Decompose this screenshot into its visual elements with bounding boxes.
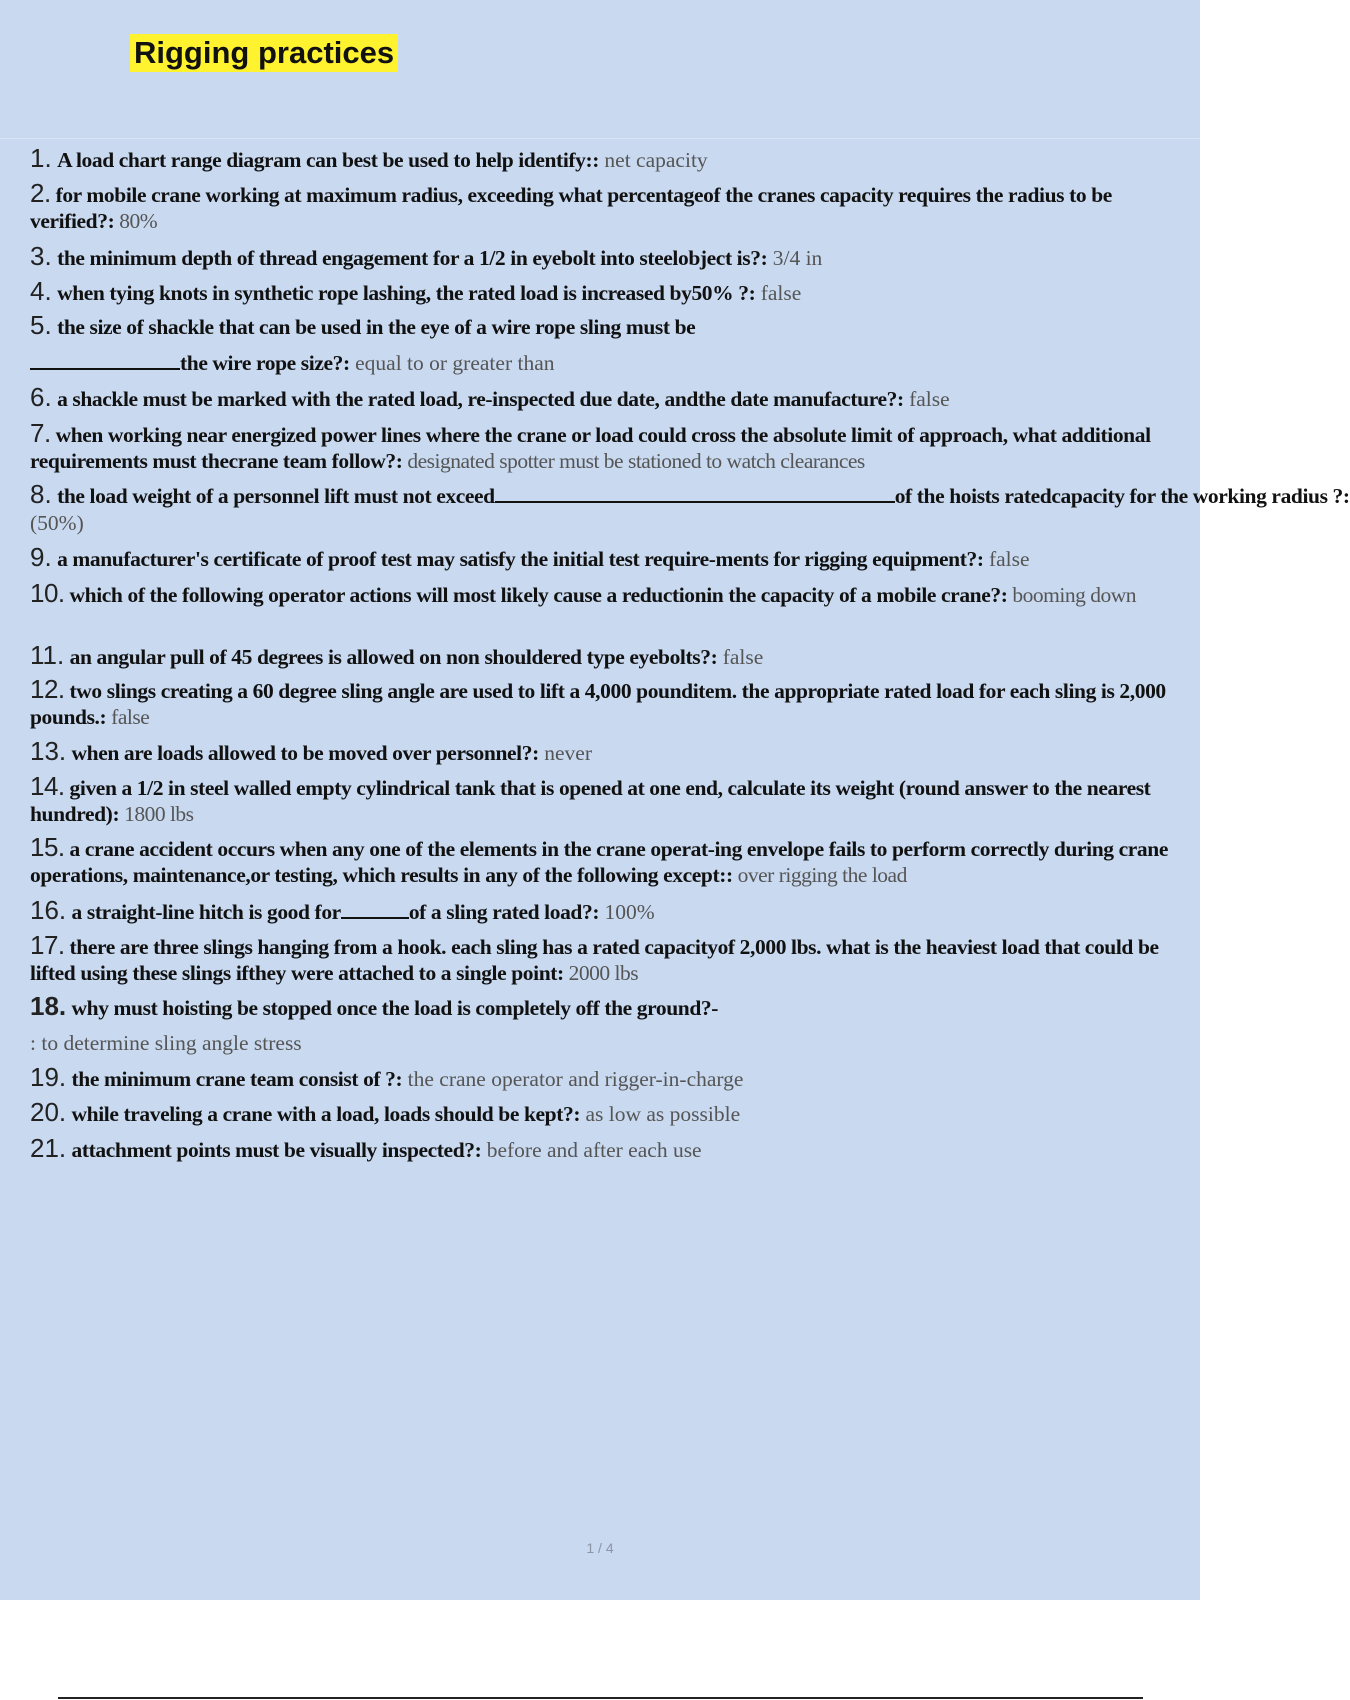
answer-text: false: [111, 705, 150, 729]
fill-in-blank: [341, 917, 409, 919]
question-number: 12.: [30, 674, 65, 704]
question-number: 1.: [30, 143, 52, 173]
question-text-continued: of a sling rated load?:: [408, 900, 600, 924]
answer-text: false: [722, 645, 764, 669]
question-text: the minimum crane team consist of ?:: [71, 1067, 403, 1091]
question-text: a manufacturer's certificate of proof test may satisfy the initial test require-ments for rigging equipment?:: [57, 547, 984, 571]
question-5-continued: [30, 350, 1200, 376]
answer-text: (50%): [30, 511, 84, 535]
question-11: [30, 642, 1200, 670]
answer-text: before and after each use: [486, 1138, 702, 1162]
question-number: 17.: [30, 930, 65, 960]
question-text: attachment points must be visually inspected?:: [71, 1138, 482, 1162]
question-1: [30, 145, 1200, 173]
answer-text: false: [988, 547, 1030, 571]
question-3: [30, 243, 1200, 271]
answer-text: 80%: [119, 209, 158, 233]
question-number: 7.: [30, 418, 51, 448]
question-text: the size of shackle that can be used in the eye of a wire rope sling must be: [57, 315, 696, 339]
answer-text: false: [760, 281, 802, 305]
answer-text: equal to or greater than: [355, 351, 555, 375]
question-text-continued: the wire rope size?:: [180, 351, 350, 375]
question-text: the load weight of a personnel lift must not exceed: [57, 484, 495, 508]
question-text: when working near energized power lines where the crane or load could cross the absolute limit of approach, what additional requirements must thecrane team follow?:: [30, 423, 1151, 473]
answer-text: never: [544, 741, 592, 765]
question-text: the minimum depth of thread engagement for a 1/2 in eyebolt into steelobject is?:: [57, 246, 768, 270]
question-text: while traveling a crane with a load, loads should be kept?:: [71, 1102, 581, 1126]
question-text: for mobile crane working at maximum radius, exceeding what percentageof the cranes capacity requires the radius to be verified?:: [30, 183, 1112, 233]
question-21: [30, 1135, 1200, 1163]
question-8-answer: [30, 510, 84, 536]
question-16: [30, 897, 1200, 925]
question-18: [30, 993, 1200, 1021]
question-6: [30, 384, 1200, 412]
question-number: 3.: [30, 241, 52, 271]
question-number: 18.: [30, 991, 67, 1021]
answer-text: as low as possible: [585, 1102, 741, 1126]
question-7: [30, 420, 1200, 474]
page-number: 1 / 4: [586, 1540, 614, 1556]
question-text: why must hoisting be stopped once the load is completely off the ground?-: [71, 996, 719, 1020]
answer-text: the crane operator and rigger-in-charge: [407, 1067, 744, 1091]
answer-text: over rigging the load: [737, 863, 907, 887]
question-8: [30, 479, 1350, 509]
question-18-answer: [30, 1030, 302, 1056]
answer-text: false: [909, 387, 950, 411]
question-14: [30, 773, 1200, 827]
question-number: 11.: [30, 640, 65, 670]
question-number: 6.: [30, 382, 52, 412]
question-number: 20.: [30, 1097, 67, 1127]
question-text: when are loads allowed to be moved over personnel?:: [71, 741, 539, 765]
question-text: a straight-line hitch is good for: [71, 900, 341, 924]
question-text: two slings creating a 60 degree sling angle are used to lift a 4,000 pounditem. the appropriate rated load for each sling is 2,000 pounds.:: [30, 679, 1166, 729]
question-text: a crane accident occurs when any one of the elements in the crane operat-ing envelope fails to perform correctly during crane operations, maintenance,or testing, which results in any of the following except::: [30, 837, 1168, 887]
question-number: 14.: [30, 771, 65, 801]
question-number: 15.: [30, 832, 65, 862]
answer-text: 3/4 in: [772, 246, 823, 270]
question-number: 16.: [30, 895, 67, 925]
question-17: [30, 932, 1200, 986]
answer-text: : to determine sling angle stress: [30, 1031, 302, 1055]
question-13: [30, 738, 1200, 766]
question-5: [30, 312, 1200, 340]
question-number: 9.: [30, 542, 52, 572]
question-number: 4.: [30, 276, 52, 306]
question-20: [30, 1099, 1200, 1127]
answer-text: 2000 lbs: [568, 961, 639, 985]
answer-text: designated spotter must be stationed to watch clearances: [407, 449, 865, 473]
question-text: which of the following operator actions will most likely cause a reductionin the capacity of a mobile crane?:: [69, 583, 1008, 607]
question-9: [30, 544, 1200, 572]
question-10: [30, 580, 1200, 608]
answer-text: booming down: [1012, 583, 1136, 607]
question-number: 8.: [30, 479, 52, 509]
divider: [0, 138, 1200, 139]
question-12: [30, 676, 1200, 730]
question-15: [30, 834, 1200, 888]
question-number: 10.: [30, 578, 65, 608]
question-number: 19.: [30, 1062, 67, 1092]
question-2: [30, 180, 1200, 234]
question-number: 13.: [30, 736, 67, 766]
question-text-continued: of the hoists ratedcapacity for the working radius ?:: [894, 484, 1350, 508]
question-text: given a 1/2 in steel walled empty cylindrical tank that is opened at one end, calculate its weight (round answer to the nearest hundred):: [30, 776, 1151, 826]
question-text: a shackle must be marked with the rated load, re-inspected due date, andthe date manufacture?:: [57, 387, 904, 411]
next-page-top-rule: [58, 1697, 1143, 1699]
answer-text: net capacity: [604, 148, 708, 172]
question-4: [30, 278, 1200, 306]
question-number: 5.: [30, 310, 52, 340]
question-text: an angular pull of 45 degrees is allowed on non shouldered type eyebolts?:: [69, 645, 718, 669]
answer-text: 1800 lbs: [124, 802, 194, 826]
fill-in-blank: [495, 501, 895, 503]
question-number: 21.: [30, 1133, 67, 1163]
question-text: there are three slings hanging from a hook. each sling has a rated capacityof 2,000 lbs. what is the heaviest load that could be lifted using these slings ifthey were attached to a single point:: [30, 935, 1159, 985]
question-text: when tying knots in synthetic rope lashing, the rated load is increased by50% ?:: [57, 281, 756, 305]
answer-text: 100%: [604, 900, 655, 924]
question-number: 2.: [30, 178, 51, 208]
fill-in-blank: [30, 368, 180, 370]
question-text: A load chart range diagram can best be used to help identify::: [57, 148, 600, 172]
page-title: Rigging practices: [130, 34, 398, 72]
question-19: [30, 1064, 1200, 1092]
